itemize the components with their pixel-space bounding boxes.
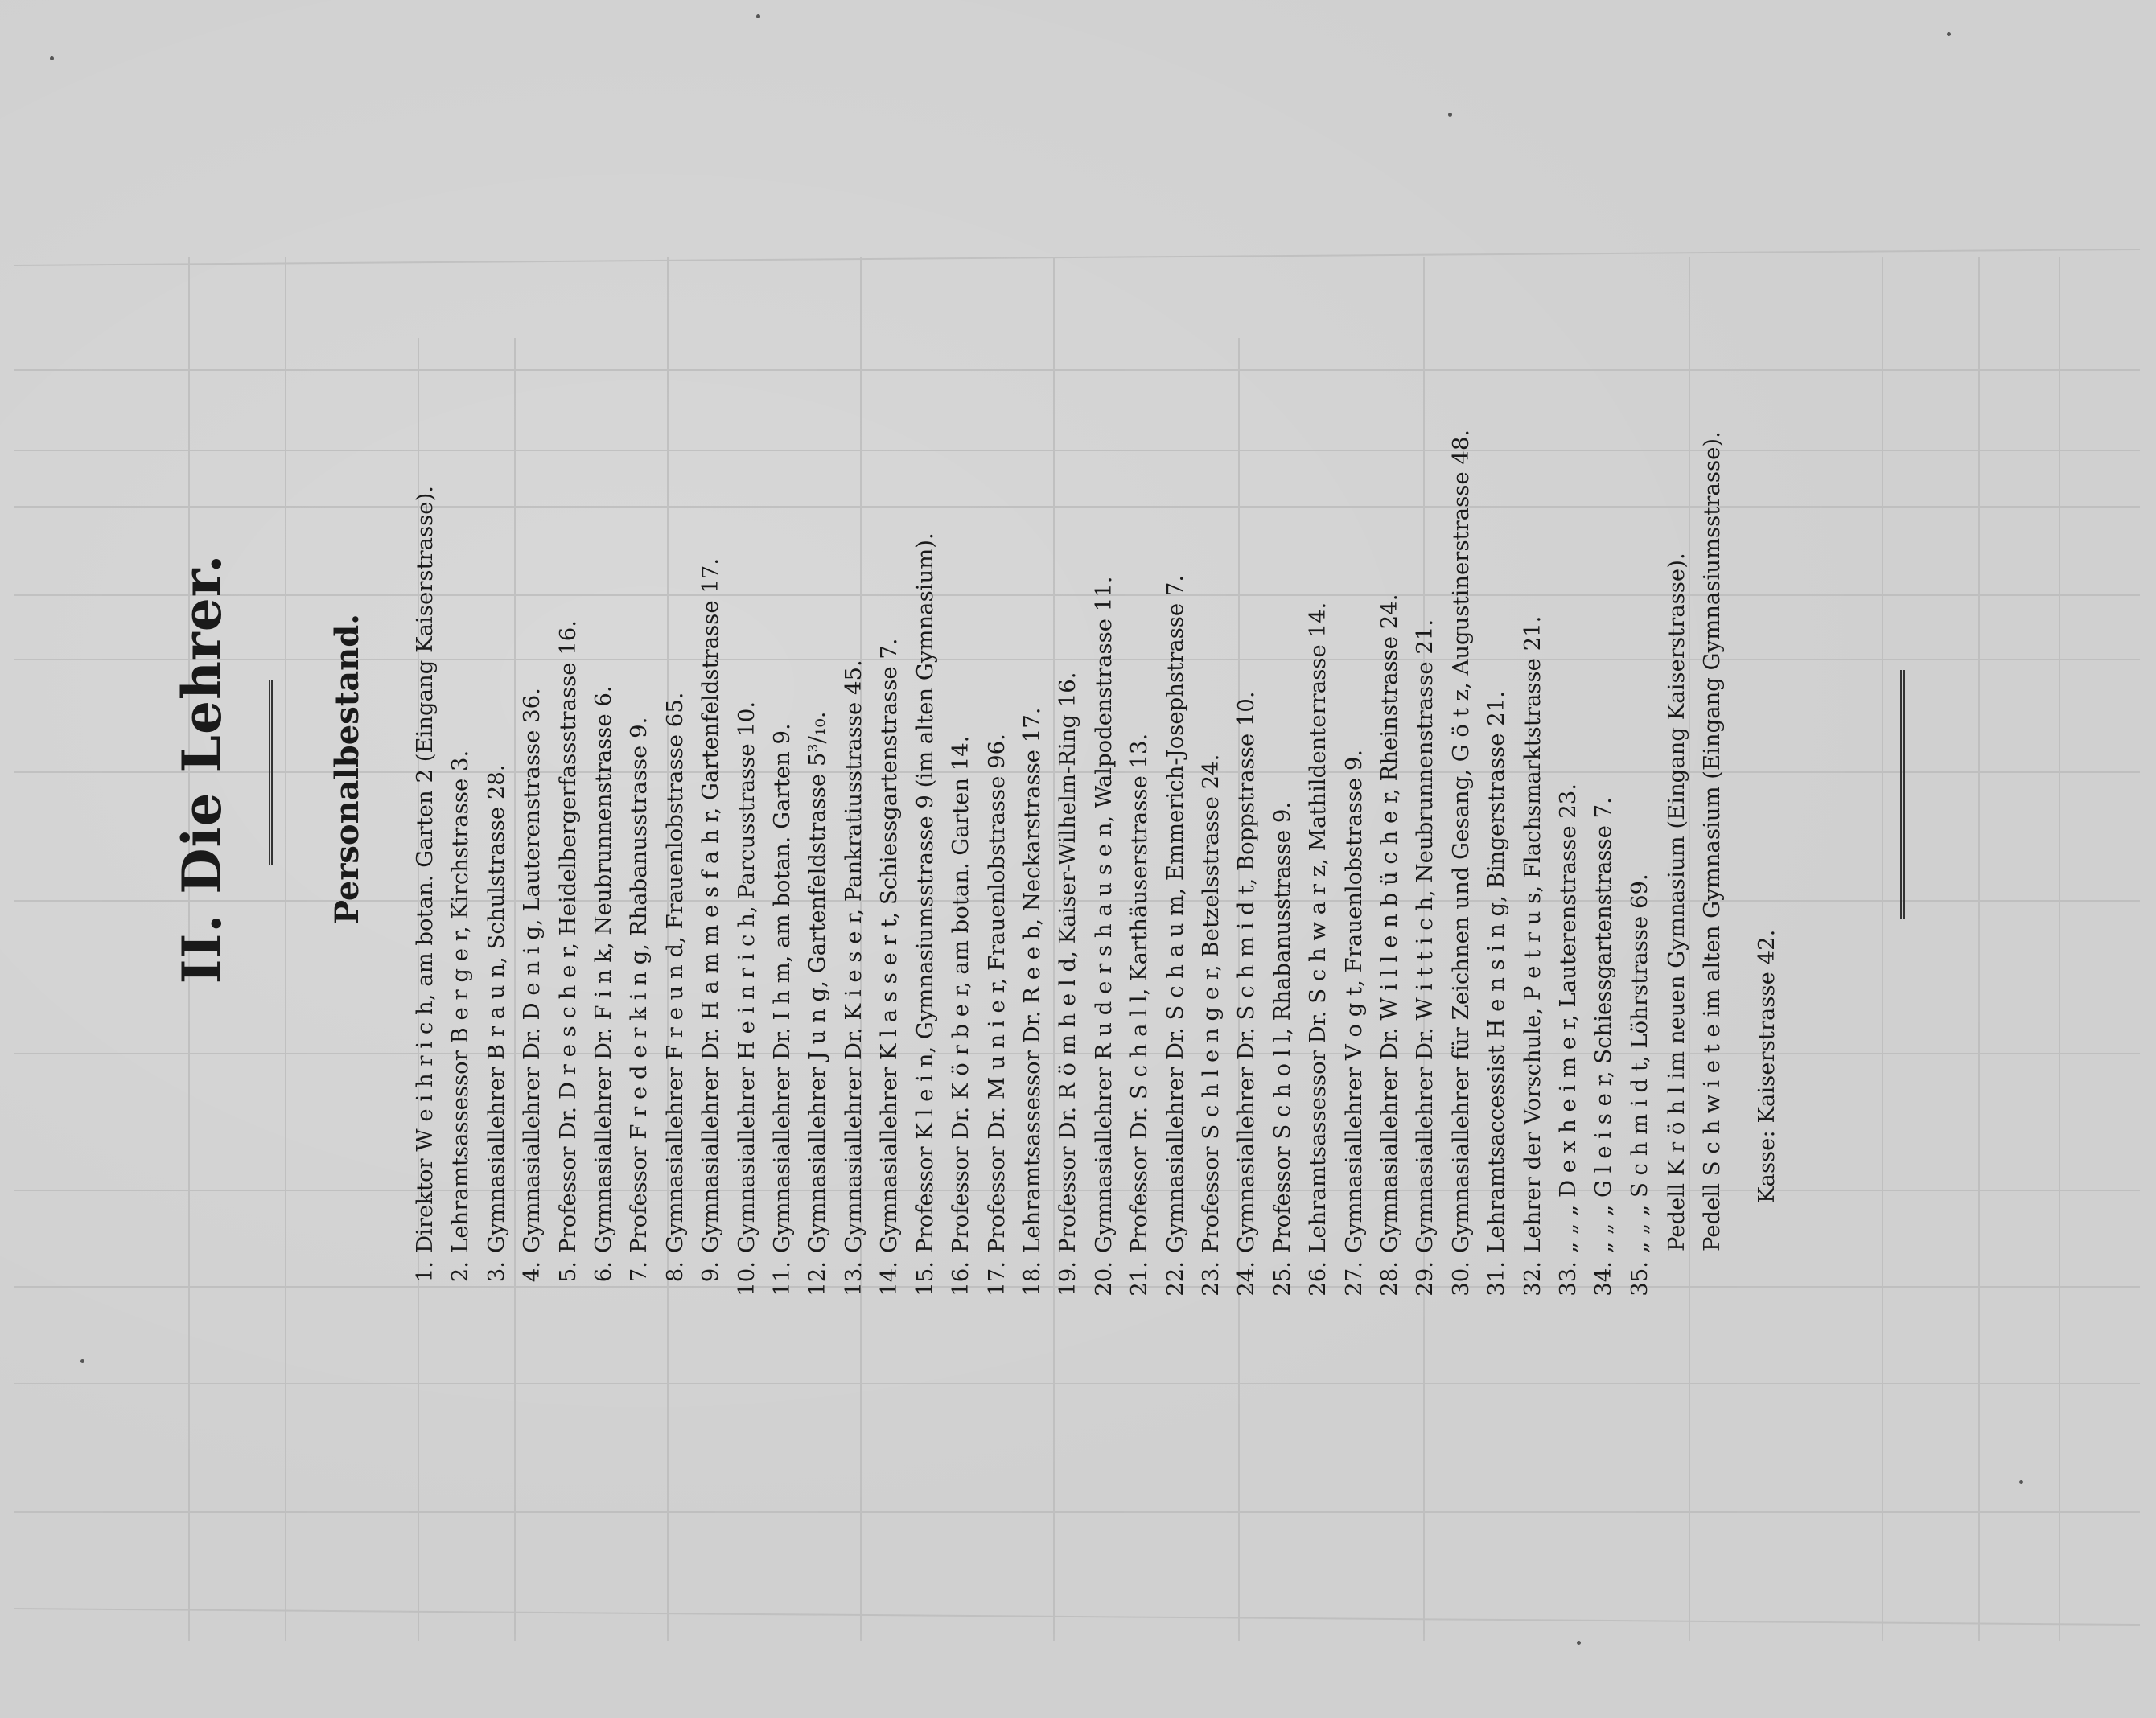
item-number: 18. (1018, 1261, 1045, 1297)
list-item (1050, 61, 1085, 1300)
list-item (1228, 61, 1264, 1300)
item-number: 1. (412, 1261, 438, 1283)
item-text: Gymnasiallehrer H e i n r i c h, Parcusstrasse 10. (733, 701, 759, 1253)
list-item (1121, 61, 1157, 1300)
item-number: 5. (554, 1261, 581, 1283)
closing-rule (1900, 670, 1905, 919)
item-number: 14. (876, 1261, 903, 1297)
item-text: Gymnasiallehrer Dr. W i l l e n b ü c h e r, Rheinstrasse 24. (1376, 594, 1402, 1253)
list-item (1586, 61, 1621, 1300)
list-item (621, 61, 656, 1300)
item-text: Lehramtsaccessist H e n s i n g, Bingerstrasse 21. (1483, 691, 1510, 1253)
list-item (1265, 61, 1300, 1300)
list-item (729, 61, 764, 1300)
item-number: 9. (697, 1261, 724, 1283)
item-number: 2. (447, 1261, 474, 1283)
item-text: Gymnasiallehrer Dr. H a m m e s f a h r, Gartenfeldstrasse 17. (697, 557, 724, 1253)
list-item (1515, 61, 1550, 1300)
item-text: „ „ „ D e x h e i m e r, Lauterenstrasse 23. (1555, 783, 1581, 1253)
item-number: 6. (590, 1261, 617, 1283)
list-item (407, 61, 442, 1300)
item-number: 19. (1055, 1261, 1081, 1297)
section-title: II. Die Lehrer. (171, 553, 233, 984)
item-text: Gymnasiallehrer Dr. F i n k, Neubrunnenstrasse 6. (590, 685, 617, 1253)
list-item (764, 61, 800, 1300)
item-text: Professor Dr. M u n i e r, Frauenlobstrasse 96. (983, 734, 1010, 1253)
list-item (1550, 61, 1586, 1300)
item-number: 33. (1555, 1261, 1581, 1297)
item-number: 15. (911, 1261, 938, 1297)
item-text: Lehramtsassessor Dr. S c h w a r z, Mathildenterrasse 14. (1305, 602, 1331, 1253)
item-text: Professor Dr. D r e s c h e r, Heidelbergerfassstrasse 16. (554, 620, 581, 1253)
item-number: 27. (1340, 1261, 1367, 1297)
item-number: 10. (733, 1261, 759, 1297)
pedell-line: Pedell K r ö h l im neuen Gymnasium (Eingang Kaiserstrasse). (1664, 553, 1689, 1252)
list-item (1014, 61, 1050, 1300)
item-text: Gymnasiallehrer Dr. D e n i g, Lauterenstrasse 36. (519, 688, 545, 1253)
item-text: Professor Dr. K ö r b e r, am botan. Garten 14. (948, 735, 974, 1253)
list-item (1443, 61, 1479, 1300)
item-text: Lehramtsassessor B e r g e r, Kirchstrasse 3. (447, 750, 474, 1253)
item-number: 31. (1483, 1261, 1510, 1297)
subtitle: Personalbestand. (328, 613, 366, 925)
item-number: 20. (1090, 1261, 1117, 1297)
item-number: 25. (1269, 1261, 1295, 1297)
list-item (1622, 61, 1657, 1300)
item-text: „ „ „ S c h m i d t, Löhrstrasse 69. (1626, 873, 1652, 1253)
item-number: 4. (519, 1261, 545, 1283)
item-text: Gymnasiallehrer J u n g, Gartenfeldstrasse 5³/₁₀. (804, 711, 831, 1253)
item-text: Lehrer der Vorschule, P e t r u s, Flachsmarktstrasse 21. (1519, 615, 1545, 1253)
item-text: Gymnasiallehrer R u d e r s h a u s e n, Walpodenstrasse 11. (1090, 576, 1117, 1253)
item-number: 26. (1305, 1261, 1331, 1297)
list-item (514, 61, 549, 1300)
item-number: 7. (626, 1261, 652, 1283)
item-text: Professor K l e i n, Gymnasiumsstrasse 9 (im alten Gymnasium). (911, 532, 938, 1253)
list-item (1336, 61, 1372, 1300)
item-number: 29. (1412, 1261, 1438, 1297)
list-item (1479, 61, 1514, 1300)
item-text: Gymnasiallehrer V o g t, Frauenlobstrasse 9. (1340, 749, 1367, 1253)
item-number: 12. (804, 1261, 831, 1297)
item-text: Professor F r e d e r k i n g, Rhabanusstrasse 9. (626, 717, 652, 1253)
item-text: Professor S c h o l l, Rhabanusstrasse 9. (1269, 801, 1295, 1253)
item-text: Professor S c h l e n g e r, Betzelsstrasse 24. (1197, 754, 1224, 1253)
item-text: Gymnasiallehrer Dr. S c h a u m, Emmerich-Josephstrasse 7. (1162, 574, 1188, 1253)
item-text: Professor Dr. S c h a l l, Karthäuserstrasse 13. (1126, 733, 1153, 1253)
item-text: Gymnasiallehrer F r e u n d, Frauenlobstrasse 65. (661, 692, 688, 1253)
item-text: Gymnasiallehrer Dr. W i t t i c h, Neubrunnenstrasse 21. (1412, 619, 1438, 1253)
teacher-list (407, 61, 1657, 1300)
item-text: Gymnasiallehrer K l a s s e r t, Schiessgartenstrasse 7. (876, 638, 903, 1253)
item-text: Direktor W e i h r i c h, am botan. Garten 2 (Eingang Kaiserstrasse). (412, 485, 438, 1253)
list-item (1193, 61, 1228, 1300)
list-item (1086, 61, 1121, 1300)
list-item (550, 61, 586, 1300)
list-item (836, 61, 871, 1300)
item-number: 13. (840, 1261, 866, 1297)
item-number: 24. (1233, 1261, 1260, 1297)
list-item (1372, 61, 1407, 1300)
kasse-line: Kasse: Kaiserstrasse 42. (1754, 929, 1780, 1203)
list-item (1407, 61, 1442, 1300)
item-text: Gymnasiallehrer für Zeichnen und Gesang, G ö t z, Augustinerstrasse 48. (1447, 429, 1474, 1253)
item-number: 16. (948, 1261, 974, 1297)
list-item (943, 61, 978, 1300)
item-number: 34. (1590, 1261, 1617, 1297)
list-item (907, 61, 943, 1300)
item-text: Gymnasiallehrer B r a u n, Schulstrasse 28. (483, 764, 509, 1253)
item-number: 32. (1519, 1261, 1545, 1297)
title-rule (269, 680, 273, 865)
list-item (442, 61, 478, 1300)
pedell-line: Pedell S c h w i e t e im alten Gymnasium (Eingang Gymnasiumsstrasse). (1699, 431, 1725, 1252)
item-text: Professor Dr. R ö m h e l d, Kaiser-Wilhelm-Ring 16. (1055, 672, 1081, 1253)
item-number: 23. (1197, 1261, 1224, 1297)
item-text: Gymnasiallehrer Dr. S c h m i d t, Boppstrasse 10. (1233, 691, 1260, 1253)
item-number: 35. (1626, 1261, 1652, 1297)
item-number: 30. (1447, 1261, 1474, 1297)
list-item (586, 61, 621, 1300)
list-item (871, 61, 907, 1300)
list-item (479, 61, 514, 1300)
item-number: 21. (1126, 1261, 1153, 1297)
item-number: 11. (769, 1261, 796, 1297)
item-number: 8. (661, 1261, 688, 1283)
list-item (1300, 61, 1335, 1300)
item-text: „ „ „ G l e i s e r, Schiessgartenstrasse 7. (1590, 797, 1617, 1253)
list-item (693, 61, 728, 1300)
item-text: Gymnasiallehrer Dr. K i e s e r, Pankratiusstrasse 45. (840, 660, 866, 1253)
item-text: Gymnasiallehrer Dr. I h m, am botan. Garten 9. (769, 723, 796, 1253)
list-item (1158, 61, 1193, 1300)
list-item (657, 61, 693, 1300)
item-number: 22. (1162, 1261, 1188, 1297)
item-number: 28. (1376, 1261, 1402, 1297)
list-item (979, 61, 1014, 1300)
item-text: Lehramtsassessor Dr. R e e b, Neckarstrasse 17. (1018, 707, 1045, 1253)
item-number: 3. (483, 1261, 509, 1283)
list-item (800, 61, 835, 1300)
item-number: 17. (983, 1261, 1010, 1297)
